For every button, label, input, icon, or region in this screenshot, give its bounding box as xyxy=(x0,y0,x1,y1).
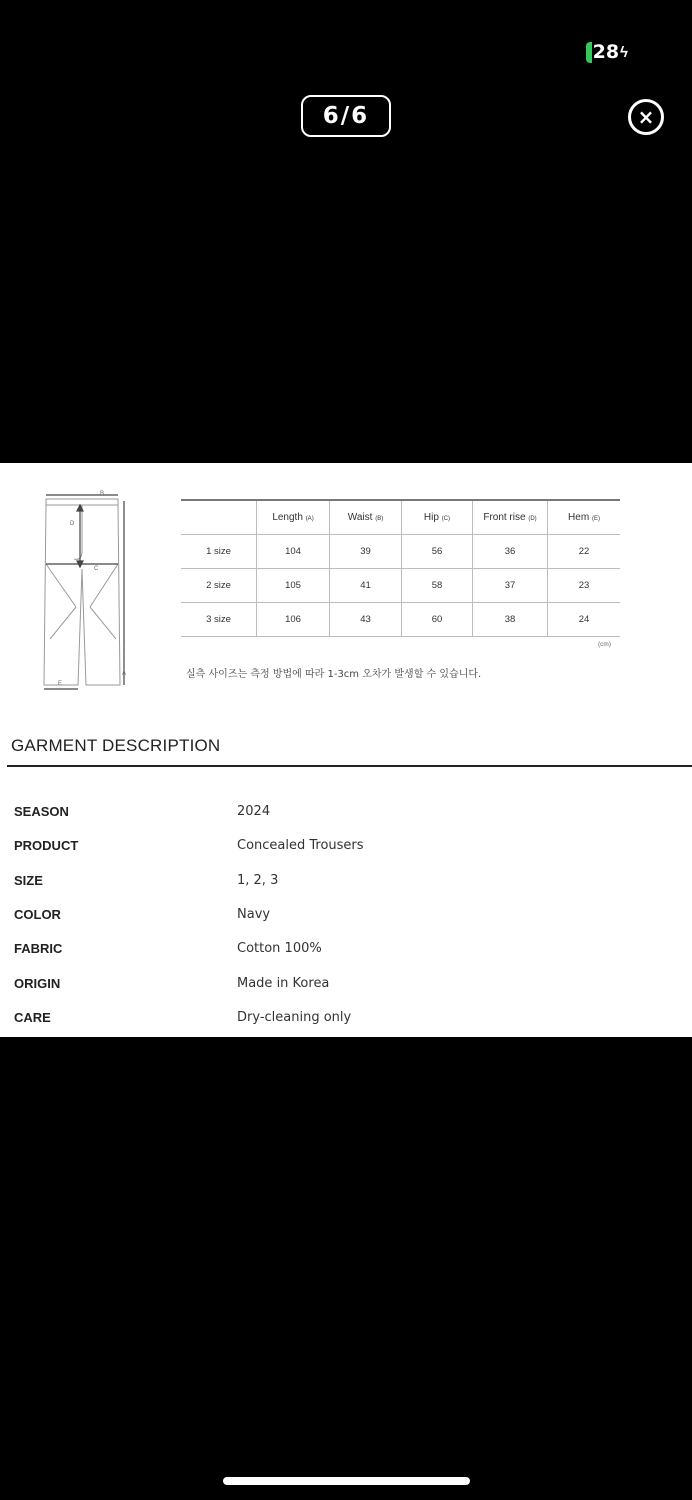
header-main: Hem xyxy=(568,512,590,523)
section-divider xyxy=(7,765,692,767)
size-chart-cell: 2 size xyxy=(181,569,257,603)
diagram-label-a: A xyxy=(122,671,127,677)
size-chart-cell: 23 xyxy=(548,569,621,603)
size-chart-header xyxy=(402,500,473,535)
home-indicator[interactable] xyxy=(223,1477,470,1485)
size-chart-cell: 1 size xyxy=(181,535,257,569)
diagram-label-b: B xyxy=(100,491,105,497)
size-chart-row xyxy=(181,569,620,603)
battery-indicator xyxy=(586,40,628,64)
page-counter: 6/6 xyxy=(301,95,391,137)
diagram-label-e: E xyxy=(58,681,63,687)
size-chart-cell: 56 xyxy=(402,535,473,569)
description-label: COLOR xyxy=(14,907,61,922)
description-label: ORIGIN xyxy=(14,976,61,991)
header-sub: (A) xyxy=(305,516,314,522)
header-main: Front rise xyxy=(483,512,526,523)
size-chart-cell: 22 xyxy=(548,535,621,569)
size-chart-cell: 24 xyxy=(548,603,621,637)
size-chart-cell: 39 xyxy=(330,535,402,569)
diagram-label-c: C xyxy=(94,566,99,572)
close-icon: × xyxy=(637,105,655,129)
size-chart-cell: 37 xyxy=(473,569,548,603)
size-chart-cell: 36 xyxy=(473,535,548,569)
size-chart-header-row xyxy=(181,500,620,535)
description-value: Dry-cleaning only xyxy=(237,1010,352,1025)
description-label: PRODUCT xyxy=(14,838,79,853)
size-chart-header xyxy=(548,500,621,535)
size-chart-header xyxy=(473,500,548,535)
header-main: Length xyxy=(272,512,303,523)
description-row xyxy=(0,838,692,858)
description-value: 1, 2, 3 xyxy=(237,873,279,888)
size-chart-cell: 60 xyxy=(402,603,473,637)
header-main: Waist xyxy=(347,512,373,523)
size-chart-cell: 3 size xyxy=(181,603,257,637)
size-chart-header xyxy=(181,500,257,535)
description-label: FABRIC xyxy=(14,941,63,956)
trousers-diagram xyxy=(36,489,136,694)
description-label: CARE xyxy=(14,1010,51,1025)
garment-description-title: GARMENT DESCRIPTION xyxy=(11,736,221,755)
diagram-label-d: D xyxy=(70,521,75,527)
description-row xyxy=(0,941,692,961)
size-chart-cell: 104 xyxy=(257,535,330,569)
description-value: Navy xyxy=(237,907,271,922)
battery-level: 28 xyxy=(592,41,620,63)
size-chart-cell: 43 xyxy=(330,603,402,637)
description-row xyxy=(0,873,692,893)
description-row xyxy=(0,804,692,824)
description-value: Cotton 100% xyxy=(237,941,322,956)
size-chart-table xyxy=(181,499,620,637)
product-detail-image[interactable] xyxy=(0,463,692,1037)
description-label: SEASON xyxy=(14,804,69,819)
close-button[interactable] xyxy=(628,99,664,135)
size-chart-cell: 58 xyxy=(402,569,473,603)
size-chart-header xyxy=(330,500,402,535)
size-chart-cell: 41 xyxy=(330,569,402,603)
description-value: Concealed Trousers xyxy=(237,838,364,853)
size-chart-header xyxy=(257,500,330,535)
header-main: Hip xyxy=(423,512,439,523)
size-chart-cell: 106 xyxy=(257,603,330,637)
header-sub: (D) xyxy=(528,516,537,522)
battery-charge-fill xyxy=(586,42,592,63)
header-sub: (C) xyxy=(441,516,451,522)
description-label: SIZE xyxy=(14,873,43,888)
description-row xyxy=(0,1010,692,1030)
charging-bolt-icon: ϟ xyxy=(620,43,628,61)
header-sub: (B) xyxy=(375,516,384,522)
size-chart-unit: (cm) xyxy=(598,641,611,648)
measurement-note: 실측 사이즈는 측정 방법에 따라 1-3cm 오차가 발생할 수 있습니다. xyxy=(186,669,482,680)
description-value: Made in Korea xyxy=(237,976,330,991)
header-sub: (E) xyxy=(591,516,600,522)
size-chart-cell: 105 xyxy=(257,569,330,603)
description-value: 2024 xyxy=(237,804,271,819)
description-row xyxy=(0,907,692,927)
size-chart-cell: 38 xyxy=(473,603,548,637)
size-chart-row xyxy=(181,603,620,637)
size-chart-row xyxy=(181,535,620,569)
description-row xyxy=(0,976,692,996)
